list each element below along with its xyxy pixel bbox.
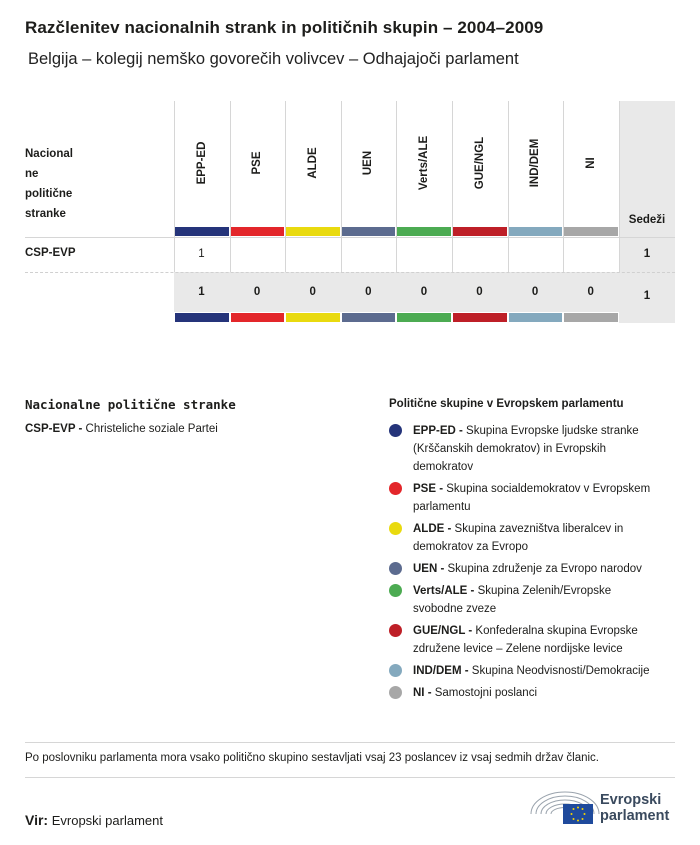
column-divider (341, 101, 342, 272)
political-group-text (413, 560, 679, 578)
political-groups-title: Politične skupine v Evropskem parlamentu (389, 398, 624, 410)
political-group-abbr: GUE/NGL - (413, 625, 473, 637)
group-header-label: UEN (362, 150, 375, 176)
political-group-line (413, 440, 679, 458)
political-group-line (413, 640, 679, 658)
political-group-abbr: PSE - (413, 483, 444, 495)
footer-color-swatch (231, 313, 285, 322)
political-group-item (389, 582, 679, 618)
group-color-dot-icon (389, 664, 402, 677)
header-color-swatch (453, 227, 507, 236)
total-value-cell: 1 (198, 286, 205, 298)
header-color-swatch (286, 227, 340, 236)
footnote: Po poslovniku parlamenta mora vsako politično skupino sestavljati vsaj 23 poslancev iz vsaj sedmih držav članic. (25, 752, 600, 764)
group-color-dot-icon (389, 482, 402, 495)
group-header-label: EPP-ED (195, 141, 208, 185)
page-subtitle: Belgija – kolegij nemško govorečih volivcev – Odhajajoči parlament (28, 50, 519, 68)
footer-color-swatch (342, 313, 396, 322)
source (25, 812, 163, 828)
total-value-cell: 0 (587, 286, 594, 298)
political-group-line (413, 684, 679, 702)
political-group-desc: (Krščanskih demokratov) in Evropskih (413, 443, 607, 455)
group-header-0 (174, 101, 229, 228)
header-color-swatch (397, 227, 451, 236)
group-header-1 (230, 101, 285, 228)
row-divider-dashed (25, 272, 675, 273)
group-header-label: IND/DEM (529, 138, 542, 188)
political-group-desc: Skupina Neodvisnosti/Demokracije (471, 665, 650, 677)
column-divider (619, 101, 620, 272)
footer-color-swatch (286, 313, 340, 322)
seats-header: Sedeži (628, 214, 666, 226)
party-header-line: ne (25, 168, 39, 180)
total-value-cell: 0 (420, 286, 428, 298)
political-group-desc: svobodne zveze (413, 603, 497, 615)
political-group-line (413, 422, 679, 440)
political-group-item (389, 520, 679, 556)
political-group-desc: Skupina zavezništva liberalcev in (454, 523, 624, 535)
total-value-cell: 0 (253, 286, 261, 298)
column-divider (396, 101, 397, 272)
political-group-text (413, 422, 679, 476)
political-group-abbr: NI - (413, 687, 432, 699)
group-header-5 (452, 101, 507, 228)
group-color-dot-icon (389, 584, 402, 597)
column-divider (174, 101, 175, 272)
political-group-item (389, 480, 679, 516)
column-divider (508, 101, 509, 272)
divider (25, 742, 675, 743)
political-group-desc: parlamentu (413, 501, 471, 513)
political-group-text (413, 520, 679, 556)
political-group-text (413, 662, 679, 680)
political-group-desc: Skupina socialdemokratov v Evropskem (446, 483, 651, 495)
group-color-dot-icon (389, 522, 402, 535)
political-group-desc: Konfederalna skupina Evropske (475, 625, 638, 637)
political-group-text (413, 480, 679, 516)
political-group-abbr: Verts/ALE - (413, 585, 475, 597)
group-header-label: GUE/NGL (473, 136, 486, 190)
political-group-desc: Skupina združenje za Evropo narodov (447, 563, 642, 575)
column-divider (563, 101, 564, 272)
group-header-3 (341, 101, 396, 228)
header-color-swatch (564, 227, 618, 236)
political-group-desc: Skupina Zelenih/Evropske (477, 585, 612, 597)
political-group-text (413, 622, 679, 658)
group-header-6 (508, 101, 563, 228)
group-color-dot-icon (389, 624, 402, 637)
header-color-swatch (175, 227, 229, 236)
group-header-label: NI (584, 157, 597, 169)
row-divider (25, 237, 675, 238)
national-parties-title: Nacionalne politične stranke (25, 397, 236, 412)
page-title: Razčlenitev nacionalnih strank in političnih skupin – 2004–2009 (25, 18, 544, 37)
group-header-7 (563, 101, 618, 228)
political-group-line (413, 582, 679, 600)
political-group-text (413, 684, 679, 702)
national-party-name: Christeliche soziale Partei (85, 423, 218, 435)
political-group-desc: demokratov (413, 461, 474, 473)
total-value-cell: 0 (309, 286, 316, 298)
political-group-line (413, 622, 679, 640)
party-row-label: CSP-EVP (25, 247, 76, 259)
political-group-desc: demokratov za Evropo (413, 541, 529, 553)
total-value-cell: 0 (531, 286, 539, 298)
group-header-2 (285, 101, 340, 228)
source-value: Evropski parlament (51, 813, 163, 828)
political-group-item (389, 422, 679, 476)
political-group-desc: Samostojni poslanci (434, 687, 538, 699)
header-color-swatch (342, 227, 396, 236)
group-color-dot-icon (389, 424, 402, 437)
logo-line: parlament (600, 808, 670, 824)
party-header-line: stranke (25, 208, 66, 220)
divider (25, 777, 675, 778)
political-group-abbr: ALDE - (413, 523, 452, 535)
national-party-item (25, 423, 218, 435)
footer-color-swatch (509, 313, 563, 322)
breakdown-table (25, 101, 675, 323)
group-color-dot-icon (389, 562, 402, 575)
party-header-line: Nacional (25, 148, 73, 160)
political-group-item (389, 560, 679, 578)
footer-color-swatch (453, 313, 507, 322)
political-group-item (389, 622, 679, 658)
political-group-line (413, 600, 679, 618)
political-group-line (413, 662, 679, 680)
political-group-abbr: UEN - (413, 563, 445, 575)
political-group-line (413, 560, 679, 578)
political-group-line (413, 498, 679, 516)
footer-color-swatch (564, 313, 618, 322)
political-group-line (413, 458, 679, 476)
political-group-line (413, 480, 679, 498)
political-group-text (413, 582, 679, 618)
party-header-line: politične (25, 188, 73, 200)
group-header-label: ALDE (306, 147, 319, 179)
logo-text (600, 792, 669, 824)
party-column-header (25, 144, 145, 224)
column-divider (230, 101, 231, 272)
row-seats-cell: 1 (643, 248, 651, 260)
header-color-swatch (509, 227, 563, 236)
total-seats-cell: 1 (643, 290, 651, 302)
header-color-swatch (231, 227, 285, 236)
total-value-cell: 0 (476, 286, 483, 298)
row-value-cell: 1 (198, 248, 205, 260)
national-party-abbr: CSP-EVP - (25, 423, 83, 435)
political-group-item (389, 684, 679, 702)
political-group-line (413, 538, 679, 556)
source-label: Vir: (25, 812, 49, 828)
group-color-dot-icon (389, 686, 402, 699)
group-header-label: Verts/ALE (417, 135, 430, 191)
column-divider (285, 101, 286, 272)
political-group-abbr: IND/DEM - (413, 665, 469, 677)
political-group-line (413, 520, 679, 538)
group-header-4 (396, 101, 451, 228)
political-group-desc: združene levice – Zelene nordijske levice (413, 643, 623, 655)
footer-color-swatch (397, 313, 451, 322)
political-group-item (389, 662, 679, 680)
total-value-cell: 0 (365, 286, 372, 298)
column-divider (452, 101, 453, 272)
political-group-abbr: EPP-ED - (413, 425, 463, 437)
footer-color-swatch (175, 313, 229, 322)
logo-line: Evropski (600, 792, 662, 808)
group-header-label: PSE (251, 151, 264, 175)
political-group-desc: Skupina Evropske ljudske stranke (466, 425, 639, 437)
